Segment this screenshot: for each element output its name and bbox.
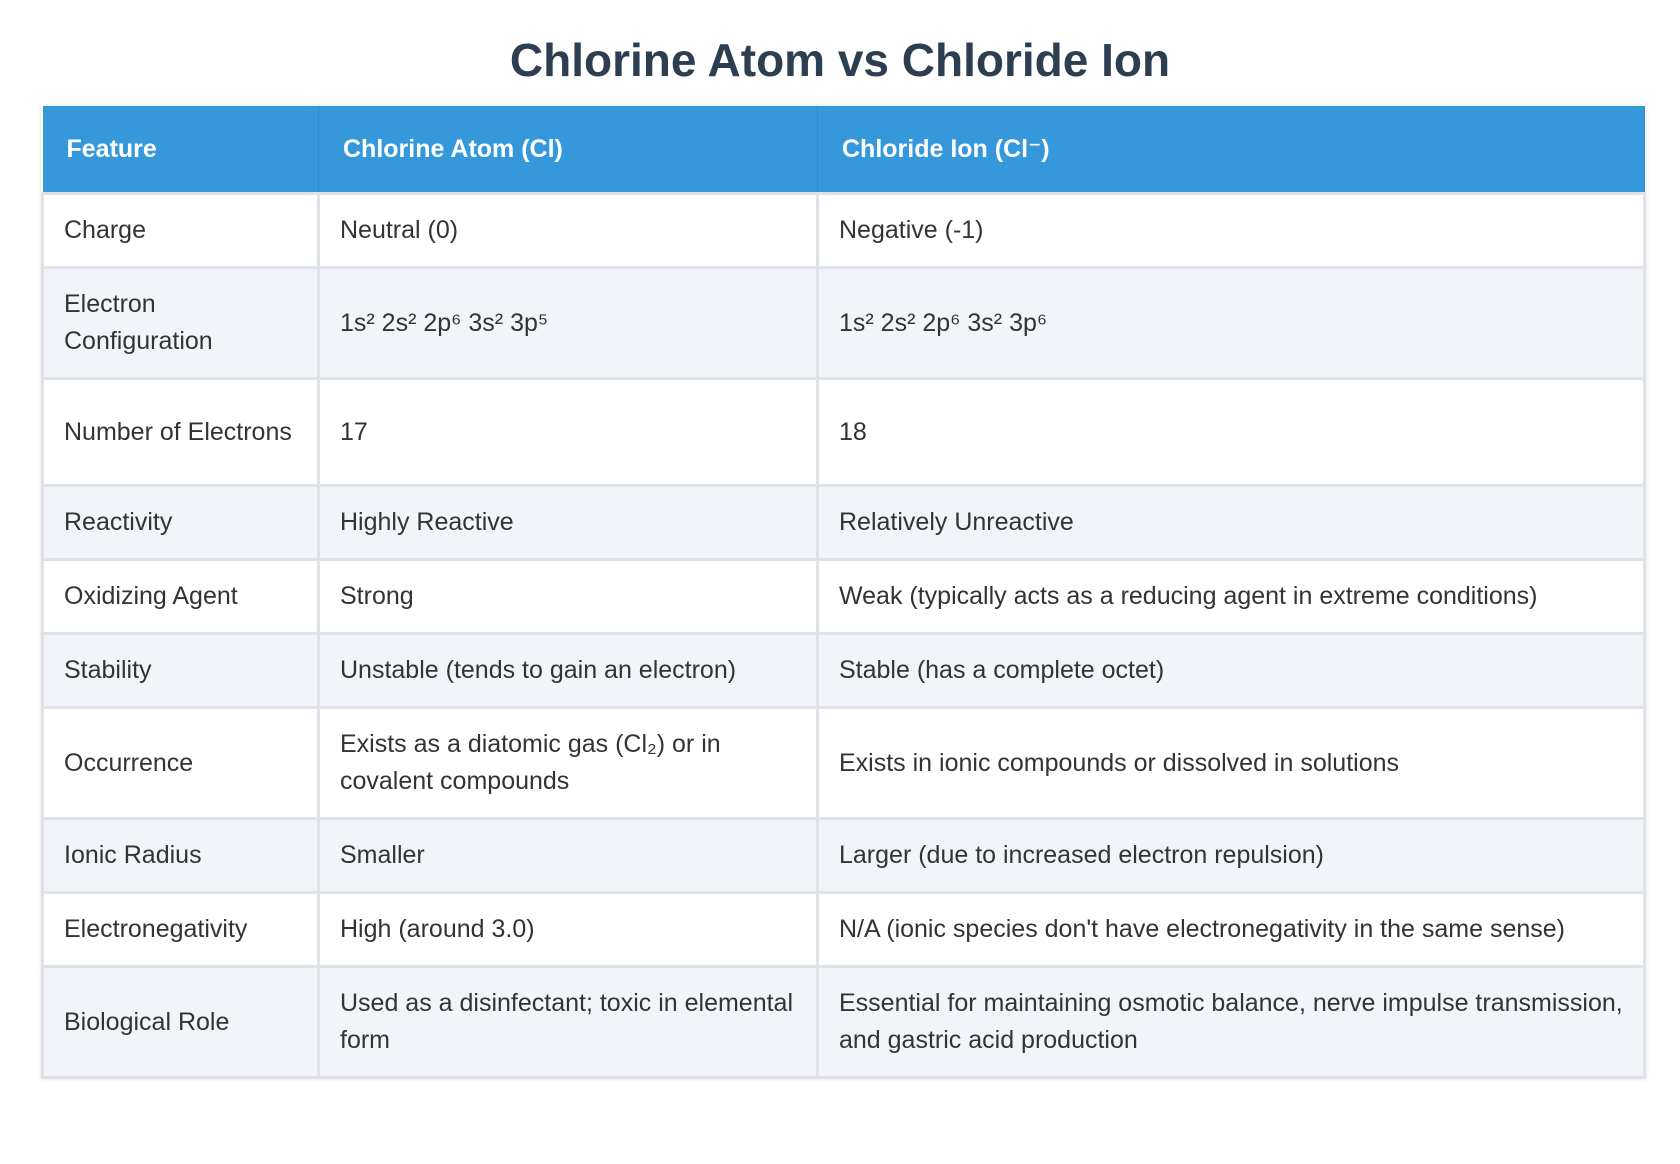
row-chloride-cell: Relatively Unreactive — [818, 486, 1645, 560]
row-feature-cell: Occurrence — [43, 708, 319, 819]
row-feature-cell: Ionic Radius — [43, 819, 319, 893]
table-row — [43, 819, 1645, 893]
row-chlorine-cell: 1s² 2s² 2p⁶ 3s² 3p⁵ — [319, 268, 818, 379]
row-chlorine-cell: Unstable (tends to gain an electron) — [319, 634, 818, 708]
row-chloride-cell: N/A (ionic species don't have electronegativity in the same sense) — [818, 893, 1645, 967]
table-header-row — [43, 106, 1645, 194]
row-chlorine-cell: 17 — [319, 379, 818, 486]
row-chloride-cell: Weak (typically acts as a reducing agent in extreme conditions) — [818, 560, 1645, 634]
table-row — [43, 708, 1645, 819]
page-title: Chlorine Atom vs Chloride Ion — [509, 34, 1171, 86]
row-chloride-cell: Stable (has a complete octet) — [818, 634, 1645, 708]
row-chlorine-cell: Strong — [319, 560, 818, 634]
table-row — [43, 560, 1645, 634]
row-feature-cell: Electronegativity — [43, 893, 319, 967]
row-feature-cell: Stability — [43, 634, 319, 708]
row-chloride-cell: Exists in ionic compounds or dissolved in solutions — [818, 708, 1645, 819]
column-header-chloride-ion: Chloride Ion (Cl⁻) — [818, 106, 1645, 194]
row-chloride-cell: Negative (-1) — [818, 194, 1645, 268]
column-header-feature: Feature — [43, 106, 319, 194]
row-chlorine-cell: Smaller — [319, 819, 818, 893]
row-feature-cell: Number of Electrons — [43, 379, 319, 486]
table-row — [43, 967, 1645, 1078]
row-chlorine-cell: Neutral (0) — [319, 194, 818, 268]
table-row — [43, 486, 1645, 560]
table-row — [43, 379, 1645, 486]
row-chlorine-cell: Highly Reactive — [319, 486, 818, 560]
row-chloride-cell: Larger (due to increased electron repulsion) — [818, 819, 1645, 893]
table-row — [43, 634, 1645, 708]
table-row — [43, 268, 1645, 379]
row-feature-cell: Reactivity — [43, 486, 319, 560]
column-header-chlorine-atom: Chlorine Atom (Cl) — [319, 106, 818, 194]
row-feature-cell: Electron Configuration — [43, 268, 319, 379]
row-chlorine-cell: Used as a disinfectant; toxic in elemental form — [319, 967, 818, 1078]
table-row — [43, 893, 1645, 967]
comparison-table — [41, 106, 1646, 1079]
row-feature-cell: Charge — [43, 194, 319, 268]
row-chloride-cell: Essential for maintaining osmotic balance, nerve impulse transmission, and gastric acid production — [818, 967, 1645, 1078]
table-row — [43, 194, 1645, 268]
row-feature-cell: Biological Role — [43, 967, 319, 1078]
row-chloride-cell: 1s² 2s² 2p⁶ 3s² 3p⁶ — [818, 268, 1645, 379]
row-chloride-cell: 18 — [818, 379, 1645, 486]
row-chlorine-cell: Exists as a diatomic gas (Cl₂) or in covalent compounds — [319, 708, 818, 819]
row-feature-cell: Oxidizing Agent — [43, 560, 319, 634]
row-chlorine-cell: High (around 3.0) — [319, 893, 818, 967]
